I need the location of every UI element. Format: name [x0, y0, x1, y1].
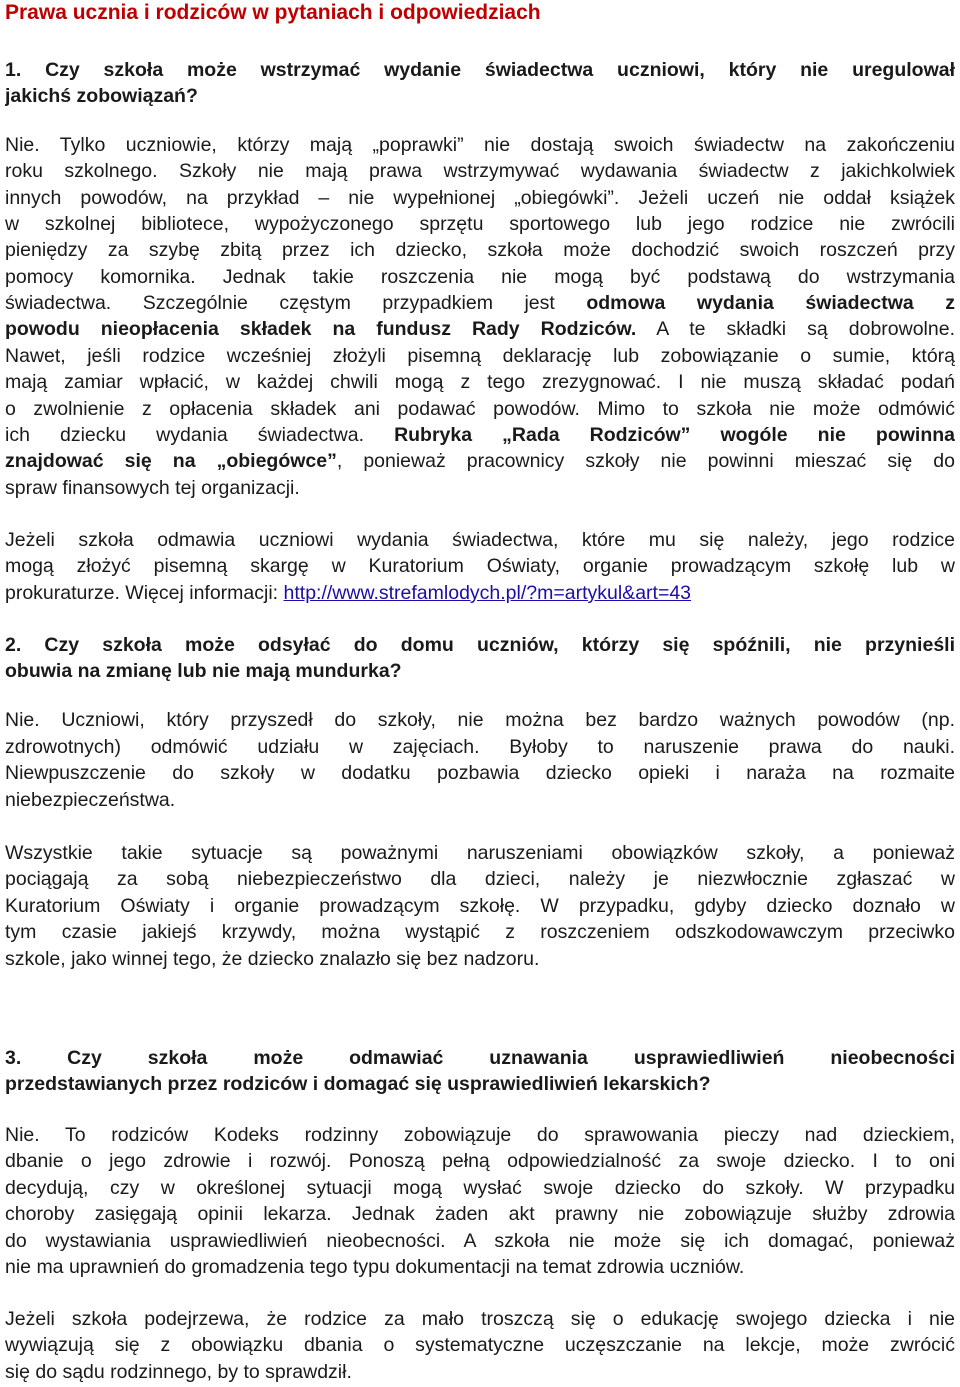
answer-line: mają zamiar wpłacić, w każdej chwili mogą z tego zrezygnować. I nie muszą składać podań [5, 371, 955, 393]
answer-line: Wszystkie takie sytuacje są poważnymi naruszeniami obowiązków szkoły, a ponieważ [5, 842, 955, 864]
answer-line: tym czasie jakiejś krzywdy, można wystąpić z roszczeniem odszkodowawczym przeciwko [5, 921, 955, 943]
answer-line: w szkolnej bibliotece, wypożyczonego sprzętu sportowego lub jego rodzice nie zwrócili [5, 213, 955, 235]
answer-line: mogą złożyć pisemną skargę w Kuratorium Oświaty, organie prowadzącym szkołę lub w [5, 555, 955, 577]
answer-line: zdrowotnych) odmówić udziału w zajęciach. Byłoby to naruszenie prawa do nauki. [5, 736, 955, 758]
answer-line: wywiązują się z obowiązku dbania o systematyczne uczęszczanie na lekcje, może zwrócić [5, 1334, 955, 1356]
answer-line [5, 448, 955, 474]
answer-line [5, 290, 955, 316]
answer-text: ich dziecku wydania świadectwa. [5, 424, 395, 446]
answer-text: A te składki są dobrowolne. [636, 318, 955, 340]
question-1-heading-line-2: jakichś zobowiązań? [5, 85, 198, 107]
question-2-heading-line-1: 2. Czy szkoła może odsyłać do domu uczniów, którzy się spóźnili, nie przynieśli [5, 634, 955, 656]
answer-line: Nie. To rodziców Kodeks rodzinny zobowiązuje do sprawowania pieczy nad dzieckiem, [5, 1124, 955, 1146]
answer-line: dbanie o jego zdrowie i rozwój. Ponoszą pełną odpowiedzialność za swoje dziecko. I to oni [5, 1150, 955, 1172]
emphasis-text: odmowa wydania świadectwa z [586, 292, 955, 314]
question-3-heading-line-2: przedstawianych przez rodziców i domagać się usprawiedliwień lekarskich? [5, 1073, 711, 1095]
info-link[interactable]: http://www.strefamlodych.pl/?m=artykul&art=43 [283, 582, 692, 604]
answer-text: świadectwa. Szczególnie częstym przypadkiem jest [5, 292, 587, 314]
emphasis-text: Rubryka „Rada Rodziców” wogóle nie powinna [394, 424, 955, 446]
answer-line: do wystawiania usprawiedliwień nieobecności. A szkoła nie może się ich domagać, ponieważ [5, 1230, 955, 1252]
answer-line: Jeżeli szkoła odmawia uczniowi wydania świadectwa, które mu się należy, jego rodzice [5, 529, 955, 551]
answer-line: decydują, czy w określonej sytuacji mogą wysłać swoje dziecko do szkoły. W przypadku [5, 1177, 955, 1199]
answer-line: choroby zasięgają opinii lekarza. Jednak żaden akt prawny nie zobowiązuje służby zdrowia [5, 1203, 955, 1225]
answer-text: , ponieważ pracownicy szkoły nie powinni mieszać się do [336, 450, 955, 472]
emphasis-text: znajdować się na „obiegówce” [5, 450, 337, 472]
answer-line: Nie. Tylko uczniowie, którzy mają „poprawki” nie dostają swoich świadectw na zakończeniu [5, 134, 955, 156]
answer-line: o zwolnienie z opłacenia składek ani podawać powodów. Mimo to szkoła nie może odmówić [5, 398, 955, 420]
page-title: Prawa ucznia i rodziców w pytaniach i odpowiedziach [5, 1, 541, 24]
answer-line: Niewpuszczenie do szkoły w dodatku pozbawia dziecko opieki i naraża na rozmaite [5, 762, 955, 784]
answer-line: się do sądu rodzinnego, by to sprawdził. [5, 1361, 352, 1383]
answer-line: Nie. Uczniowi, który przyszedł do szkoły, nie można bez bardzo ważnych powodów (np. [5, 709, 955, 731]
answer-line [5, 422, 955, 448]
question-3-heading-line-1: 3. Czy szkoła może odmawiać uznawania usprawiedliwień nieobecności [5, 1047, 955, 1069]
answer-line: roku szkolnego. Szkoły nie mają prawa wstrzymywać wydawania świadectw z jakichkolwiek [5, 160, 955, 182]
answer-line: szkole, jako winnej tego, że dziecko znalazło się bez nadzoru. [5, 948, 540, 970]
answer-text: prokuraturze. Więcej informacji: [5, 582, 284, 604]
answer-line: Jeżeli szkoła podejrzewa, że rodzice za mało troszczą się o edukację swojego dziecka i nie [5, 1308, 955, 1330]
answer-line [5, 580, 955, 606]
answer-line: spraw finansowych tej organizacji. [5, 477, 300, 499]
answer-line: pociągają za sobą niebezpieczeństwo dla dzieci, należy je niezwłocznie zgłaszać w [5, 868, 955, 890]
question-1-heading-line-1: 1. Czy szkoła może wstrzymać wydanie świadectwa uczniowi, który nie uregulował [5, 59, 955, 81]
answer-line: Kuratorium Oświaty i organie prowadzącym szkołę. W przypadku, gdyby dziecko doznało w [5, 895, 955, 917]
question-2-heading-line-2: obuwia na zmianę lub nie mają mundurka? [5, 660, 402, 682]
answer-line: nie ma uprawnień do gromadzenia tego typu dokumentacji na temat zdrowia uczniów. [5, 1256, 745, 1278]
emphasis-text: powodu nieopłacenia składek na fundusz Rady Rodziców. [5, 318, 637, 340]
answer-line [5, 316, 955, 342]
answer-line: Nawet, jeśli rodzice wcześniej złożyli pisemną deklarację lub zobowiązanie o sumie, którą [5, 345, 955, 367]
answer-line: pieniędzy za szybę zbitą przez ich dziecko, szkoła może dochodzić swoich roszczeń przy [5, 239, 955, 261]
answer-line: pomocy komornika. Jednak takie roszczenia nie mogą być podstawą do wstrzymania [5, 266, 955, 288]
answer-line: innych powodów, na przykład – nie wypełnionej „obiegówki”. Jeżeli uczeń nie oddał książek [5, 187, 955, 209]
answer-line: niebezpieczeństwa. [5, 789, 176, 811]
